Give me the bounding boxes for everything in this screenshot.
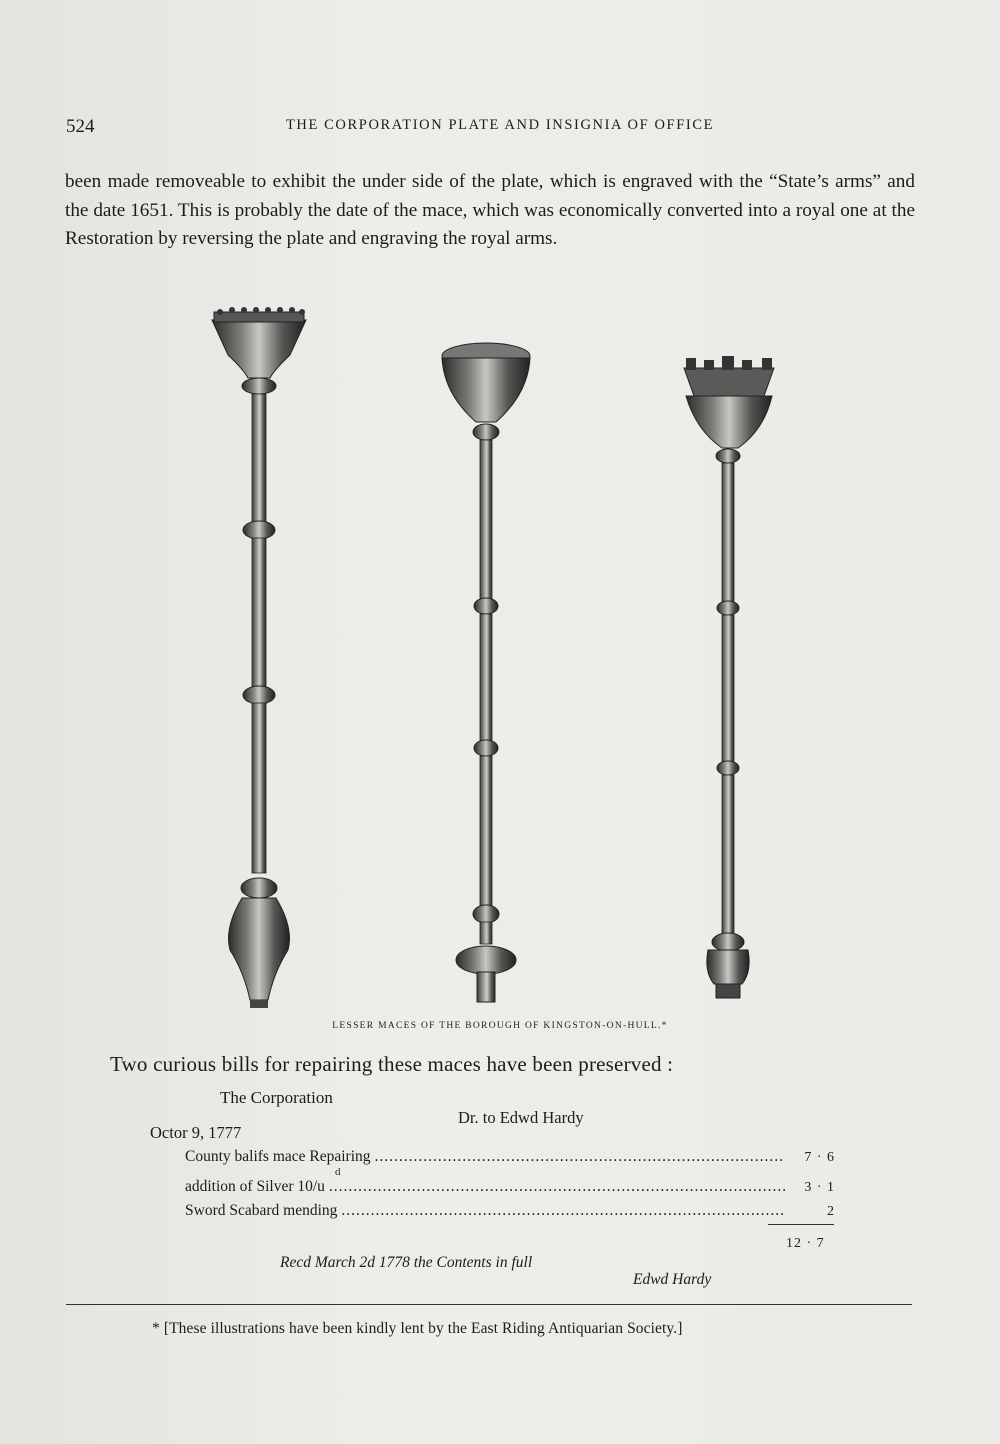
bill-creditor: Dr. to Edwd Hardy (458, 1108, 584, 1127)
bill-item-label: Sword Scabard mending (185, 1202, 338, 1219)
bill-line-item (185, 1148, 835, 1166)
bill-total: 12 · 7 (786, 1236, 825, 1251)
bill-addressee: The Corporation (220, 1088, 333, 1107)
left-mace (212, 307, 306, 1008)
bill-item-amount: 7 · 6 (804, 1150, 835, 1165)
superscript-d: d (335, 1166, 341, 1178)
bill-item-amount: 2 (827, 1204, 835, 1219)
leader-dots (329, 1178, 785, 1196)
bill-date: Octor 9, 1777 (150, 1123, 242, 1142)
body-paragraph: been made removeable to exhibit the under side of the plate, which is engraved with the “State’s arms” and the date 1651. This is probably the date of the mace, which was economically converted into a royal one at the Restoration by reversing the plate and engraving the royal arms. (65, 171, 915, 250)
leader-dots (375, 1148, 785, 1166)
footnote-rule (66, 1304, 912, 1305)
bill-line-item (185, 1202, 835, 1220)
middle-mace (442, 343, 530, 1002)
leader-dots (341, 1202, 785, 1220)
bill-item-amount: 3 · 1 (804, 1180, 835, 1195)
total-rule (768, 1224, 834, 1225)
footnote: * [These illustrations have been kindly lent by the East Riding Antiquarian Society.] (152, 1320, 683, 1337)
right-mace (684, 356, 774, 998)
bill-line-item (185, 1178, 835, 1196)
bills-intro: Two curious bills for repairing these maces have been preserved : (110, 1052, 674, 1076)
running-header: THE CORPORATION PLATE AND INSIGNIA OF OFFICE (285, 117, 715, 133)
signature: Edwd Hardy (633, 1271, 712, 1288)
bill-item-label: County balifs mace Repairing (185, 1148, 371, 1165)
maces-illustration (190, 300, 810, 1015)
figure-caption: LESSER MACES OF THE BOROUGH OF KINGSTON-ON-HULL.* (332, 1021, 668, 1031)
bill-item-label: addition of Silver 10/u (185, 1178, 325, 1195)
page-number: 524 (66, 116, 95, 137)
receipt-note: Recd March 2d 1778 the Contents in full (280, 1254, 533, 1271)
